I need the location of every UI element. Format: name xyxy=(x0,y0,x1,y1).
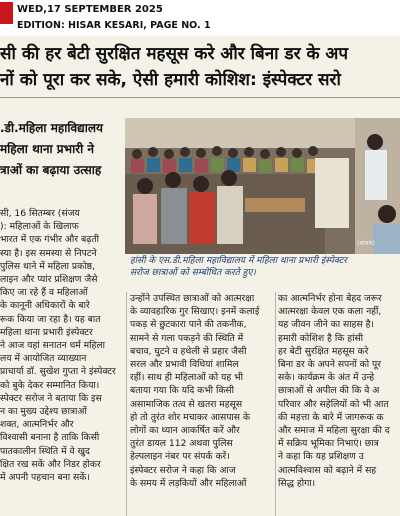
body-line: सामने से गला पकड़ने की स्थिति में xyxy=(130,332,244,344)
body-line: पातकालीन स्थिति में वे खुद xyxy=(0,445,90,457)
body-line: परिवार और सहेलियों को भी आत xyxy=(278,398,389,410)
headline-line-2: नों को पूरा कर सके, ऐसी हमारी कोशिश: इंस्पेक्टर सरो xyxy=(0,70,341,90)
column-divider xyxy=(275,292,276,516)
body-line: को बुके देकर सम्मानित किया। xyxy=(0,379,100,391)
article-column-right xyxy=(278,292,400,490)
photo-caption-line-1: हांसी के एस.डी.महिला महाविद्यालय में महिला थाना प्रभारी इंस्पेक्टर xyxy=(130,256,347,266)
body-line: लाइन और प्यांर प्रशिक्षण जैसे xyxy=(0,274,98,286)
body-line: पकड़ से छुटकारा पाने की तकनीक, xyxy=(130,319,247,331)
subheadline-line-1: .डी.महिला महाविद्यालय xyxy=(0,121,103,135)
body-line: हो तो तुरंत शोर मचाकर आसपास के xyxy=(130,411,250,423)
body-line: सिद्ध होगा। xyxy=(278,477,316,489)
article-column-middle xyxy=(130,292,273,490)
body-line: सी, 16 सितम्बर (संजय xyxy=(0,208,80,219)
body-line: आत्मरक्षा केवल एक कला नहीं, xyxy=(278,306,382,318)
body-line: उन्होंने उपस्थित छात्राओं को आत्मरक्षा xyxy=(130,293,255,304)
body-line: रहीं। साथ ही महिलाओं को यह भी xyxy=(130,372,243,384)
body-line: के कानूनी अधिकारों के बारे xyxy=(0,300,90,312)
body-line: में अपनी पहचान बना सकें। xyxy=(0,472,90,484)
event-photo xyxy=(125,118,400,254)
edition-name: EDITION: HISAR KESARI, PAGE NO. 1 xyxy=(17,20,211,31)
body-line: बताया गया कि यदि कभी किसी xyxy=(130,385,234,397)
body-line: का आत्मनिर्भर होना बेहद जरूर xyxy=(278,293,382,304)
body-line: हेल्पलाइन नंबर पर संपर्क करें। xyxy=(130,451,230,463)
body-line: सरल और प्रभावी विधियां शामिल xyxy=(130,359,239,371)
body-line: यह जीवन जीने का साहस है। xyxy=(278,319,374,331)
body-line: बिना डर के अपने सपनों को पूर xyxy=(278,359,382,371)
subheadline-line-2: महिला थाना प्रभारी ने xyxy=(0,142,95,156)
body-line: स्पेक्टर सरोज ने बताया कि इस xyxy=(0,392,102,404)
body-line: स्या है। इस समस्या से निपटने xyxy=(0,247,97,259)
body-line: असामाजिक तत्व से खतरा महसूस xyxy=(130,398,243,410)
body-line: लोगों का ध्यान आकर्षित करें और xyxy=(130,425,240,437)
body-line: ने कहा कि यह प्रशिक्षण उ xyxy=(278,451,364,463)
body-line: सके। कार्यक्रम के अंत में उन्हे xyxy=(278,372,375,384)
edition-date: WED,17 SEPTEMBER 2025 xyxy=(17,4,163,15)
body-line: महिला थाना प्रभारी इंस्पेक्टर xyxy=(0,326,93,338)
article-column-left xyxy=(0,207,123,484)
body-line: आत्मविश्वास को बढ़ाने में सह xyxy=(278,464,377,476)
newspaper-logo xyxy=(0,2,13,24)
body-line: ने आज यहां सनातन धर्म महिला xyxy=(0,340,106,352)
body-line: की महत्ता के बारे में जागरूक क xyxy=(278,411,384,423)
body-line: हमारी कोशिश है कि हांसी xyxy=(278,332,364,344)
photo-caption-line-2: सरोज छात्राओं को सम्बोधित करते हुए। xyxy=(130,268,256,278)
body-line: शक्त, आत्मनिर्भर और xyxy=(0,419,74,431)
body-line: प्राचार्या डॉ. सुखेश गुप्ता ने इंस्पेक्टर xyxy=(0,366,116,378)
body-line: और समाज में महिला सुरक्षा की द xyxy=(278,425,390,437)
body-line: पुलिस थाने में महिला प्रकोष्ठ, xyxy=(0,260,95,272)
subheadline-line-3: त्राओं का बढ़ाया उत्साह xyxy=(0,163,102,177)
photo-credit: (संजय) xyxy=(357,239,376,247)
body-line: के व्यावहारिक गुर सिखाए। इनमें कलाई xyxy=(130,306,260,318)
body-line: में सक्रिय भूमिका निभाएं। छात्र xyxy=(278,438,379,450)
body-line: तुरंत डायल 112 अथवा पुलिस xyxy=(130,438,233,450)
body-line: क्षित रख सकें और निडर होकर xyxy=(0,458,101,470)
body-line: विश्वासी बनाना है ताकि किसी xyxy=(0,432,100,444)
body-line: ): महिलाओं के खिलाफ xyxy=(0,221,79,233)
body-line: इंस्पेक्टर सरोज ने कहा कि आज xyxy=(130,464,236,476)
body-line: भारत में एक गंभीर और बढ़ती xyxy=(0,234,100,246)
body-line: छात्राओं से अपील की कि वे अ xyxy=(278,385,380,397)
body-line: के समय में लड़कियों और महिलाओं xyxy=(130,477,247,489)
body-line: रूक किया जा रहा है। यह बात xyxy=(0,313,101,325)
headline-divider xyxy=(0,97,400,98)
body-line: न का मुख्य उद्देश्य छात्राओं xyxy=(0,406,87,418)
body-line: लय में आयोजित व्याख्यान xyxy=(0,353,87,365)
body-line: बचाव, घुटने व हथेली से प्रहार जैसी xyxy=(130,345,247,357)
column-divider xyxy=(126,292,127,516)
newspaper-header xyxy=(0,0,400,36)
body-line: किए जा रहे हैं व महिलाओं xyxy=(0,287,88,299)
headline-line-1: सी की हर बेटी सुरक्षित महसूस करे और बिना डर के अप xyxy=(0,44,349,64)
body-line: हर बेटी सुरक्षित महसूस करे xyxy=(278,345,369,357)
photo-caption xyxy=(130,255,400,289)
